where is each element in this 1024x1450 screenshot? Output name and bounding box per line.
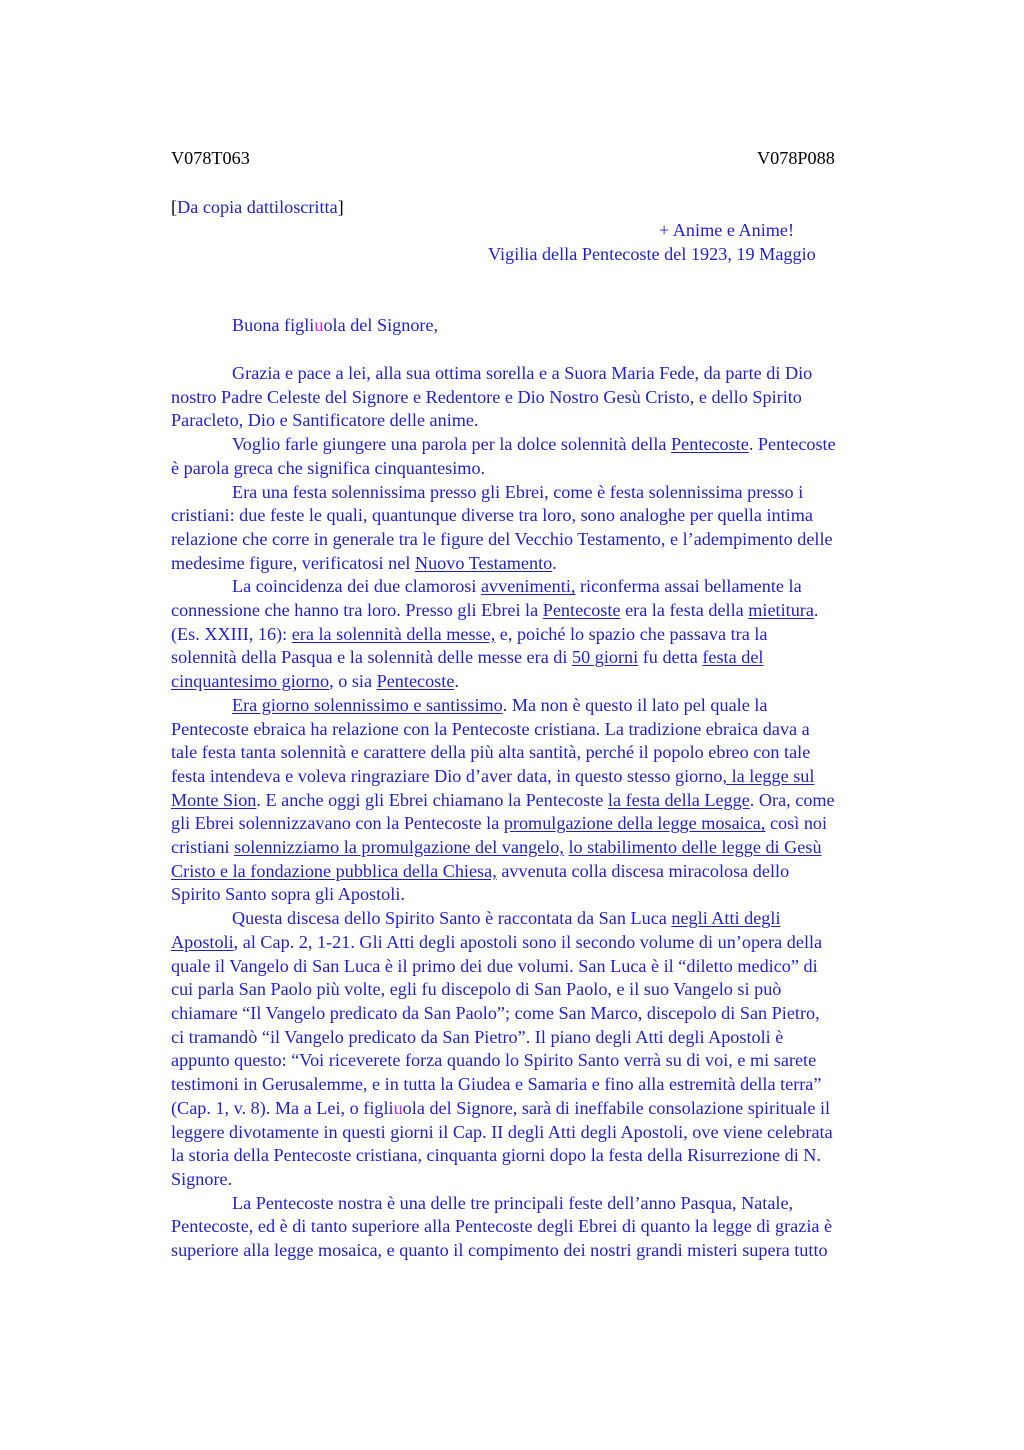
underlined-phrase: Apostoli: [171, 931, 234, 952]
underlined-phrase: festa del: [702, 647, 764, 668]
text-line: [171, 433, 931, 457]
text-segment: testimoni in Gerusalemme, e in tutta la Giudea e Samaria e fino alla estremità della terra”: [171, 1074, 822, 1095]
source-bracket-close: ]: [337, 197, 344, 217]
text-segment: era la festa della: [620, 600, 749, 621]
text-line: [171, 860, 931, 884]
underlined-phrase: Pentecoste: [542, 600, 621, 621]
text-line: [171, 528, 931, 552]
text-segment: fu detta: [638, 647, 703, 668]
text-segment: festa intendeva e voleva ringraziare Dio d’aver data, in questo stesso giorno: [171, 765, 723, 786]
underlined-phrase: Era giorno solennissimo e santissimo: [232, 694, 503, 715]
text-segment: . Ora, come: [749, 789, 835, 810]
text-line: [171, 955, 931, 979]
text-segment: superiore alla legge mosaica, e quanto il compimento dei nostri grandi misteri supera tutto: [171, 1240, 828, 1261]
text-segment: leggere divotamente in questi giorni il Cap. II degli Atti degli Apostoli, ove viene celebrata: [171, 1121, 833, 1142]
text-segment: .: [552, 552, 557, 573]
text-segment: cristiani: due feste le quali, quantunque diverse tra loro, sono analoghe per quella intima: [171, 505, 813, 526]
letter-body: [171, 362, 931, 1263]
underlined-phrase: negli Atti degli: [671, 908, 781, 929]
underlined-phrase: Nuovo Testamento: [414, 552, 553, 573]
text-segment: La Pentecoste nostra è una delle tre principali feste dell’anno Pasqua, Natale,: [232, 1192, 794, 1213]
text-segment: , o sia: [329, 671, 377, 692]
text-line: [171, 646, 931, 670]
text-segment: solennità della Pasqua e la solennità delle messe era di: [171, 647, 573, 668]
text-segment: Pentecoste ebraica ha relazione con la Pentecoste cristiana. La tradizione ebraica dava a: [171, 718, 810, 739]
text-line: [171, 836, 931, 860]
text-line: [171, 931, 931, 955]
underlined-phrase: Pentecoste: [376, 671, 455, 692]
text-line: [171, 481, 931, 505]
text-line: [171, 741, 931, 765]
text-segment: .: [454, 671, 459, 692]
underlined-phrase: era la solennità della messe,: [291, 623, 496, 644]
text-segment: Paracleto, Dio e Santificatore delle anime.: [171, 410, 479, 431]
text-segment: (Es. XXIII, 16):: [171, 623, 292, 644]
text-line: [171, 362, 931, 386]
text-line: [171, 1192, 931, 1216]
underlined-phrase: solennizziamo la promulgazione del vangelo,: [234, 837, 564, 858]
text-line: [171, 409, 931, 433]
text-segment: Voglio farle giungere una parola per la dolce solennità della: [232, 434, 672, 455]
text-line: [171, 812, 931, 836]
text-segment: avvenuta colla discesa miracolosa dello: [496, 860, 790, 881]
underlined-phrase: avvenimenti,: [480, 576, 576, 597]
text-line: [171, 552, 931, 576]
text-line: [171, 907, 931, 931]
text-line: [171, 575, 931, 599]
text-line: [171, 1215, 931, 1239]
text-line: [171, 1049, 931, 1073]
source-text: Da copia dattiloscritta: [177, 197, 338, 217]
motto: + Anime e Anime!: [659, 220, 795, 240]
salutation-pre: Buona figli: [232, 315, 315, 335]
text-line: [171, 1168, 931, 1192]
text-line: [171, 457, 931, 481]
source-note: [171, 196, 344, 220]
document-code-right: V078P088: [757, 148, 835, 168]
text-segment: Signore.: [171, 1168, 233, 1189]
text-segment: appunto questo: “Voi riceverete forza quando lo Spirito Santo verrà su di voi, e mi sarete: [171, 1050, 817, 1071]
text-segment: Grazia e pace a lei, alla sua ottima sorella e a Suora Maria Fede, da parte di Dio: [232, 363, 813, 383]
underlined-phrase: , la legge sul: [722, 765, 815, 786]
text-line: [171, 694, 931, 718]
text-line: [171, 978, 931, 1002]
text-segment: . E anche oggi gli Ebrei chiamano la Pentecoste: [256, 789, 608, 810]
text-segment: così noi: [765, 813, 828, 834]
underlined-phrase: Pentecoste: [671, 434, 749, 455]
text-segment: quale il Vangelo di San Luca è il primo dei due volumi. San Luca è il “diletto medico” di: [171, 955, 818, 976]
text-segment: è parola greca che significa cinquantesimo.: [171, 457, 486, 478]
text-line: [171, 670, 931, 694]
text-segment: Pentecoste, ed è di tanto superiore alla Pentecoste degli Ebrei di quanto la legge di grazia è: [171, 1216, 833, 1237]
text-segment: medesime figure, verificatosi nel: [171, 552, 415, 573]
text-segment: .: [813, 600, 819, 621]
salutation-post: ola del Signore,: [323, 315, 439, 335]
text-line: [171, 1121, 931, 1145]
text-segment: connessione che hanno tra loro. Presso gli Ebrei la: [171, 600, 543, 621]
text-line: [171, 1144, 931, 1168]
text-segment: riconferma assai bellamente la: [575, 576, 802, 597]
text-segment: gli Ebrei solennizzavano con la Pentecoste la: [171, 813, 504, 834]
text-segment: cui parla San Paolo più volte, egli fu discepolo di San Paolo, e il suo Vangelo si può: [171, 979, 782, 1000]
text-line: [171, 789, 931, 813]
text-segment: (Cap. 1, v. 8). Ma a Lei, o figli: [171, 1097, 394, 1118]
text-segment: tale festa tanta solennità e carattere della più alta santità, perché il popolo ebreo con tale: [171, 742, 811, 763]
text-line: [171, 1002, 931, 1026]
text-segment: e, poiché lo spazio che passava tra la: [495, 623, 768, 644]
underlined-phrase: 50 giorni: [572, 647, 639, 668]
text-segment: nostro Padre Celeste del Signore e Redentore e Dio Nostro Gesù Cristo, e dello Spirito: [171, 386, 802, 407]
salutation: [232, 314, 438, 338]
text-segment: chiamare “Il Vangelo predicato da San Paolo”; come San Marco, discepolo di San Pietro,: [171, 1002, 820, 1023]
underlined-phrase: cinquantesimo giorno: [171, 671, 330, 692]
text-line: [171, 386, 931, 410]
text-segment: la storia della Pentecoste cristiana, cinquanta giorni dopo la festa della Risurrezione di N.: [171, 1145, 821, 1166]
text-segment: Spirito Santo sopra gli Apostoli.: [171, 884, 405, 905]
text-line: [171, 718, 931, 742]
text-line: [171, 504, 931, 528]
text-line: [171, 765, 931, 789]
underlined-phrase: mietitura: [748, 600, 814, 621]
text-segment: La coincidenza dei due clamorosi: [232, 576, 481, 597]
text-line: [171, 883, 931, 907]
text-segment: Questa discesa dello Spirito Santo è raccontata da San Luca: [232, 908, 672, 929]
text-segment: ci tramandò “il Vangelo predicato da San Pietro”. Il piano degli Atti degli Apostoli è: [171, 1026, 784, 1047]
text-segment: u: [393, 1097, 403, 1118]
text-line: [171, 623, 931, 647]
text-segment: Era una festa solennissima presso gli Ebrei, come è festa solennissima presso i: [232, 481, 804, 502]
underlined-phrase: Monte Sion: [171, 789, 257, 810]
text-line: [171, 599, 931, 623]
underlined-phrase: promulgazione della legge mosaica,: [503, 813, 766, 834]
text-segment: relazione che corre in generale tra le figure del Vecchio Testamento, e l’adempimento delle: [171, 528, 833, 549]
text-segment: ola del Signore, sarà di ineffabile consolazione spirituale il: [402, 1097, 831, 1118]
text-line: [171, 1026, 931, 1050]
text-segment: cristiani: [171, 837, 235, 858]
underlined-phrase: la festa della Legge: [607, 789, 750, 810]
text-segment: . Pentecoste: [748, 434, 836, 455]
document-code-left: V078T063: [171, 148, 250, 168]
underlined-phrase: lo stabilimento delle legge di Gesù: [568, 837, 822, 858]
dateline: Vigilia della Pentecoste del 1923, 19 Maggio: [488, 244, 816, 264]
text-line: [171, 1239, 931, 1263]
salutation-highlight: u: [314, 315, 324, 335]
source-bracket-open: [: [171, 197, 178, 217]
underlined-phrase: Cristo e la fondazione pubblica della Chiesa,: [171, 860, 497, 881]
text-segment: , al Cap. 2, 1-21. Gli Atti degli apostoli sono il secondo volume di un’opera della: [233, 931, 823, 952]
text-segment: . Ma non è questo il lato pel quale la: [502, 694, 768, 715]
text-line: [171, 1097, 931, 1121]
text-line: [171, 1073, 931, 1097]
